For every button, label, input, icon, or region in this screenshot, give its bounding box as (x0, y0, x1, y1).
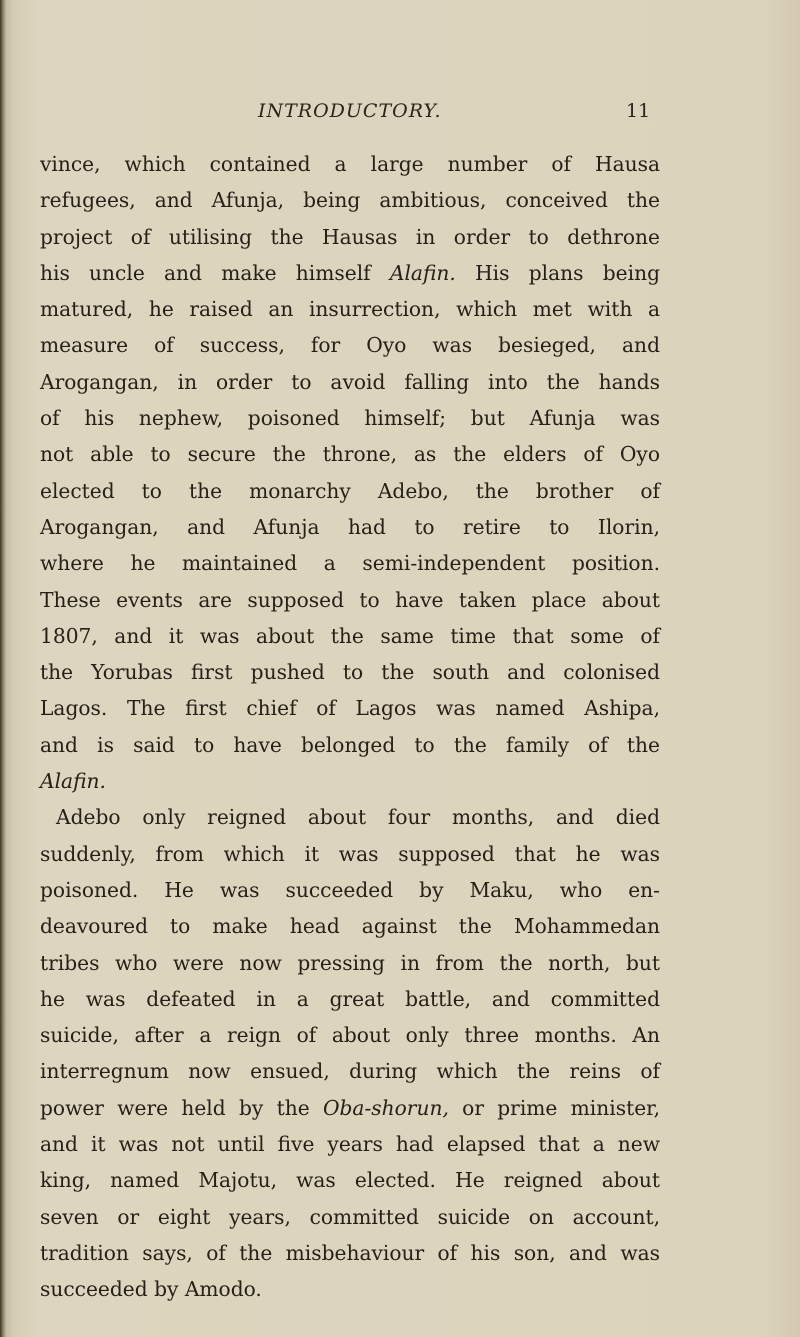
text-line: deavoured to make head against the Mohammedan (40, 914, 660, 939)
text-line: of his nephew, poisoned himself; but Afunja was (40, 406, 660, 431)
text-line: poisoned. He was succeeded by Maku, who en- (40, 877, 660, 902)
text-line: and it was not until five years had elapsed that a new (40, 1132, 660, 1157)
text-line: power were held by the Oba-shorun, or prime minister, (40, 1095, 660, 1120)
text-line: elected to the monarchy Adebo, the brother of (40, 478, 660, 503)
text-line: king, named Majotu, was elected. He reigned about (40, 1168, 660, 1193)
text-line: the Yorubas first pushed to the south and colonised (40, 660, 660, 685)
page-left-edge (0, 0, 6, 1337)
running-title: INTRODUCTORY. (258, 100, 442, 122)
running-head (40, 100, 660, 130)
text-line: Arogangan, and Afunja had to retire to Ilorin, (40, 514, 660, 539)
text-line: seven or eight years, committed suicide on account, (40, 1204, 660, 1229)
text-line: and is said to have belonged to the family of the (40, 732, 660, 757)
text-line: suicide, after a reign of about only three months. An (40, 1023, 660, 1048)
text-line: succeeded by Amodo. (40, 1277, 262, 1302)
text-line: vince, which contained a large number of Hausa (40, 152, 660, 176)
text-line: suddenly, from which it was supposed that he was (40, 841, 660, 866)
text-line: Arogangan, in order to avoid falling into the hands (40, 369, 660, 394)
text-line: tribes who were now pressing in from the north, but (40, 950, 660, 975)
text-line: measure of success, for Oyo was besieged, and (40, 333, 660, 358)
text-line: matured, he raised an insurrection, which met with a (40, 297, 660, 322)
text-line: his uncle and make himself Alafin. His plans being (40, 260, 660, 285)
text-line: he was defeated in a great battle, and committed (40, 986, 660, 1011)
italic-term: Alafin. (389, 260, 456, 285)
italic-term: Oba-shorun, (322, 1095, 449, 1120)
text-line: Lagos. The first chief of Lagos was named Ashipa, (40, 696, 660, 721)
text-line: 1807, and it was about the same time that some of (40, 623, 660, 648)
page-number: 11 (626, 100, 651, 122)
text-line: project of utilising the Hausas in order to dethrone (40, 224, 660, 249)
text-line: where he maintained a semi-independent position. (40, 551, 660, 576)
text-line: not able to secure the throne, as the elders of Oyo (40, 442, 660, 467)
italic-term: Alafin. (40, 769, 106, 794)
text-line (40, 763, 660, 799)
body-text (40, 146, 660, 1308)
text-line: tradition says, of the misbehaviour of his son, and was (40, 1240, 660, 1265)
paragraph-start-line: Adebo only reigned about four months, and died (56, 805, 660, 830)
text-line: interregnum now ensued, during which the reins of (40, 1059, 660, 1084)
text-line: These events are supposed to have taken place about (40, 587, 660, 612)
text-line: refugees, and Afunja, being ambitious, conceived the (40, 188, 660, 213)
